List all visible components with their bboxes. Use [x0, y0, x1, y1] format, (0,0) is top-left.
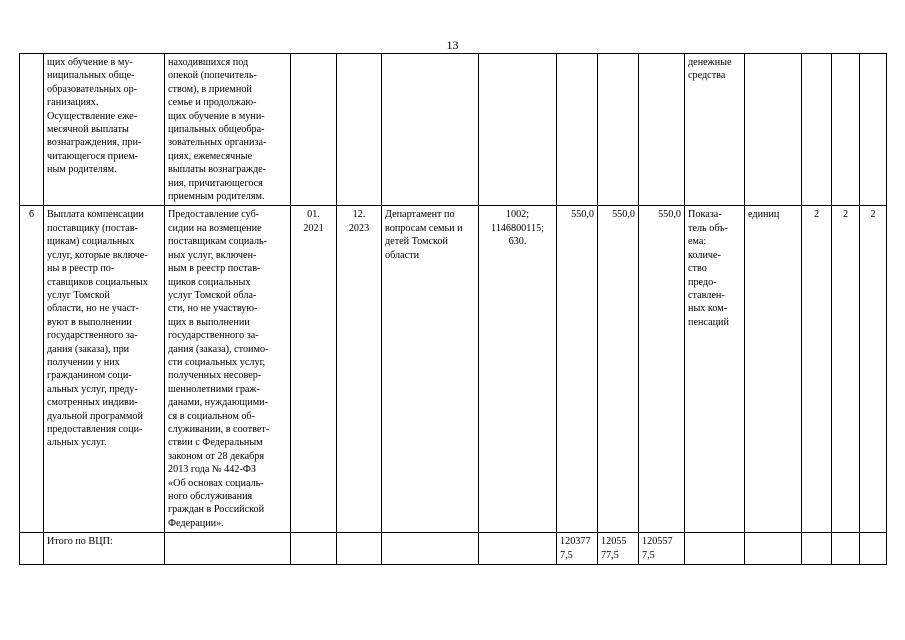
cell-num: [20, 54, 44, 206]
cell-v3: [860, 533, 887, 565]
cell-event: Выплата компенсации поставщику (постав- щикам) социальных услуг, которые включе- ны в реестр по- ставщиков социальных услуг Томской области, но не участ- вуют в выполнении государственного за- дания (заказа), при получении у них гражданином соци- альных услуг, преду- смотренных индиви- дуальной программой предоставления соци- альных услуг.: [44, 206, 165, 533]
cell-indicator: денежные средства: [685, 54, 745, 206]
cell-code: [479, 533, 557, 565]
cell-y1: 550,0: [557, 206, 598, 533]
table-row-6: [20, 206, 887, 533]
cell-code: 1002; 1146800115; 630.: [479, 206, 557, 533]
cell-total-label: Итого по ВЦП:: [44, 533, 165, 565]
cell-y3: 550,0: [639, 206, 685, 533]
cell-v3: 2: [860, 206, 887, 533]
cell-indicator: [685, 533, 745, 565]
program-table: [19, 53, 887, 565]
cell-v2: 2: [832, 206, 860, 533]
cell-v1: 2: [802, 206, 832, 533]
table-row-continued: [20, 54, 887, 206]
cell-executor: [382, 533, 479, 565]
cell-indicator: Показа- тель объ- ема: количе- ство предо- ставлен- ных ком- пенсаций: [685, 206, 745, 533]
cell-y1: [557, 54, 598, 206]
cell-description: Предоставление суб- сидии на возмещение поставщикам социаль- ных услуг, включен- ным в реестр постав- щиков социальных услуг Томской обла- сти, но не участвую- щих в выполнении государственного за- дания (заказа), стоимо- сти социальных услуг, полученных несовер- шеннолетними граж- данами, нуждающими- ся в социальном об- служивании, в соответ- ствии с Федеральным законом от 28 декабря 2013 года № 442-ФЗ «Об основах социаль- ного обслуживания граждан в Российской Федерации».: [165, 206, 291, 533]
cell-num: [20, 533, 44, 565]
cell-description: находившихся под опекой (попечитель- ством), в приемной семье и продолжаю- щих обучение в муни- ципальных общеобра- зовательных организа- циях, ежемесячные выплаты вознагражде- ния, причитающегося приемным родителям.: [165, 54, 291, 206]
cell-v3: [860, 54, 887, 206]
cell-unit: [745, 54, 802, 206]
cell-executor: [382, 54, 479, 206]
cell-code: [479, 54, 557, 206]
cell-v2: [832, 54, 860, 206]
cell-end: [337, 533, 382, 565]
cell-end: 12. 2023: [337, 206, 382, 533]
cell-event: щих обучение в му- ниципальных обще- образовательных ор- ганизациях. Осуществление еже- месячной выплаты вознаграждения, при- читающегося прием- ным родителям.: [44, 54, 165, 206]
cell-y2: 550,0: [598, 206, 639, 533]
page-number: 13: [446, 38, 459, 52]
cell-start: 01. 2021: [291, 206, 337, 533]
cell-v1: [802, 54, 832, 206]
cell-start: [291, 533, 337, 565]
cell-unit: единиц: [745, 206, 802, 533]
cell-executor: Департамент по вопросам семьи и детей Томской области: [382, 206, 479, 533]
cell-num: 6: [20, 206, 44, 533]
cell-total-y2: 12055 77,5: [598, 533, 639, 565]
cell-end: [337, 54, 382, 206]
cell-total-y3: 120557 7,5: [639, 533, 685, 565]
cell-unit: [745, 533, 802, 565]
cell-total-y1: 120377 7,5: [557, 533, 598, 565]
cell-v2: [832, 533, 860, 565]
cell-start: [291, 54, 337, 206]
cell-y2: [598, 54, 639, 206]
table-row-total: [20, 533, 887, 565]
cell-v1: [802, 533, 832, 565]
cell-description: [165, 533, 291, 565]
cell-y3: [639, 54, 685, 206]
